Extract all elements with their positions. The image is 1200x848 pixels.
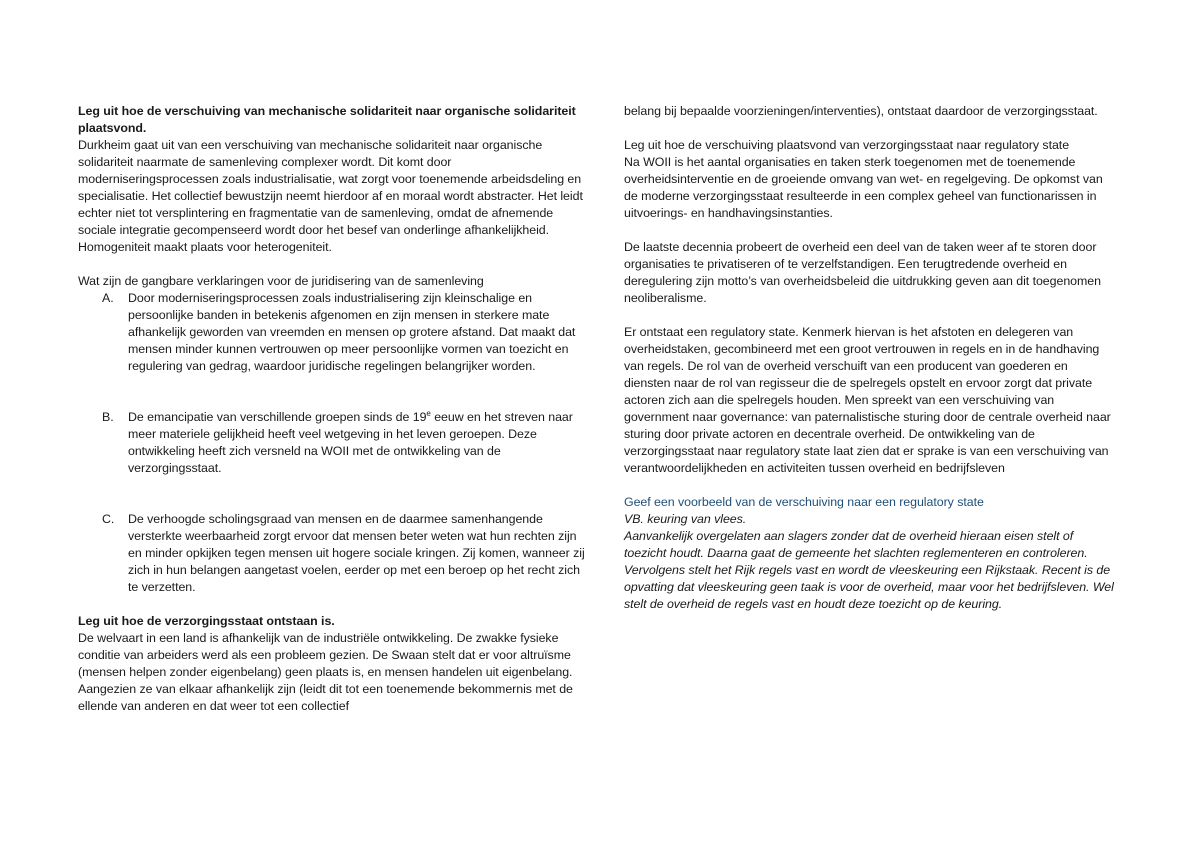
- list-item-text: Door moderniseringsprocessen zoals industrialisering zijn kleinschalige en persoonlijke banden in betekenis afgenomen en zijn mensen in sterkere mate afhankelijk geworden van vreemden en mensen op grotere afstand. Dat maakt dat mensen minder kunnen vertrouwen op meer persoonlijke vormen van toezicht en regulering van gedrag, waardoor juridische regelingen belangrijker worden.: [128, 291, 576, 373]
- list-item-text-continued: eeuw en het streven naar meer materiele gelijkheid heeft veel wetgeving in het leven geroepen. Deze ontwikkeling heeft zich versneld na WOII met de ontwikkeling van de verzorgingsstaat.: [128, 410, 573, 475]
- spacer: [78, 375, 586, 409]
- superscript: e: [426, 408, 431, 418]
- spacer: [624, 120, 1116, 137]
- question-verzorgingsstaat: Leg uit hoe de verzorgingsstaat ontstaan is.: [78, 614, 335, 628]
- list-item-a: [78, 290, 586, 375]
- list-marker: C.: [102, 512, 115, 526]
- list-item-c: [78, 511, 586, 596]
- list-marker: B.: [102, 410, 114, 424]
- spacer: [78, 477, 586, 511]
- example-title: VB. keuring van vlees.: [624, 512, 747, 526]
- list-marker: A.: [102, 291, 114, 305]
- answer-mechanische-solidariteit: Durkheim gaat uit van een verschuiving van mechanische solidariteit naar organische solidariteit naarmate de samenleving complexer wordt. Dit komt door moderniseringsprocessen zoals industrialisatie, wat zorgt voor toenemende arbeidsdeling en specialisatie. Het collectief bewustzijn neemt hierdoor af en moraal wordt abstracter. Het leidt echter niet tot versplintering en fragmentatie van de samenleving, omdat de afnemende sociale integratie gecompenseerd wordt door het besef van onderlinge afhankelijkheid. Homogeniteit maakt plaats voor heterogeniteit.: [78, 138, 583, 254]
- spacer: [78, 596, 586, 613]
- spacer: [624, 477, 1116, 494]
- list-item-b: [78, 409, 586, 477]
- spacer: [624, 222, 1116, 239]
- spacer: [78, 256, 586, 273]
- explanations-list: [78, 290, 586, 596]
- left-column: [78, 103, 586, 715]
- question-regulatory-state: Leg uit hoe de verschuiving plaatsvond van verzorgingsstaat naar regulatory state: [624, 138, 1070, 152]
- list-item-text: De verhoogde scholingsgraad van mensen en de daarmee samenhangende versterkte weerbaarheid zorgt ervoor dat mensen beter weten wat hun rechten zijn en minder opkijken tegen mensen uit hogere sociale kringen. Zij komen, wanneer zij zich in hun belangen aangetast voelen, eerder op met een beroep op het recht zich te verzetten.: [128, 512, 585, 594]
- answer-verzorgingsstaat: De welvaart in een land is afhankelijk van de industriële ontwikkeling. De zwakke fysieke conditie van arbeiders werd als een probleem gezien. De Swaan stelt dat er voor altruïsme (mensen helpen zonder eigenbelang) geen plaats is, en mensen handelen uit eigenbelang. Aangezien ze van elkaar afhankelijk zijn (leidt dit tot een toenemende bekommernis met de ellende van anderen en dat weer tot een collectief: [78, 631, 573, 713]
- right-column: [624, 103, 1116, 613]
- spacer: [624, 307, 1116, 324]
- list-item-text: De emancipatie van verschillende groepen sinds de 19: [128, 410, 427, 424]
- example-text: Aanvankelijk overgelaten aan slagers zonder dat de overheid hieraan eisen stelt of toezicht houdt. Daarna gaat de gemeente het slachten reglementeren en controleren. Vervolgens stelt het Rijk regels vast en wordt de vleeskeuring een Rijkstaak. Recent is de opvatting dat vleeskeuring geen taak is voor de overheid, maar voor het bedrijfsleven. Wel stelt de overheid de regels vast en houdt deze toezicht op de keuring.: [624, 529, 1114, 611]
- answer-regulatory-state: Na WOII is het aantal organisaties en taken sterk toegenomen met de toenemende overheidsinterventie en de groeiende omvang van wet- en regelgeving. De opkomst van de moderne verzorgingsstaat resulteerde in een complex geheel van functionarissen in uitvoerings- en handhavingsinstanties.: [624, 155, 1103, 220]
- question-voorbeeld: Geef een voorbeeld van de verschuiving naar een regulatory state: [624, 495, 984, 509]
- answer-verzorgingsstaat-continued: belang bij bepaalde voorzieningen/interventies), ontstaat daardoor de verzorgingsstaat.: [624, 104, 1098, 118]
- question-mechanische-solidariteit: Leg uit hoe de verschuiving van mechanische solidariteit naar organische solidariteit plaatsvond.: [78, 104, 576, 135]
- question-juridisering: Wat zijn de gangbare verklaringen voor de juridisering van de samenleving: [78, 274, 484, 288]
- paragraph-neoliberalisme: De laatste decennia probeert de overheid een deel van de taken weer af te storen door organisaties te privatiseren of te verzelfstandigen. Een terugtredende overheid en deregulering zijn motto’s van overheidsbeleid die uitdrukking geven aan dit toegenomen neoliberalisme.: [624, 240, 1101, 305]
- paragraph-regulatory-state: Er ontstaat een regulatory state. Kenmerk hiervan is het afstoten en delegeren van overheidstaken, gecombineerd met een groot vertrouwen in regels en in de handhaving van regels. De rol van de overheid verschuift van een producent van goederen en diensten naar de rol van regisseur die de spelregels opstelt en ervoor zorgt dat private actoren zich aan die spelregels houden. Men spreekt van een verschuiving van government naar governance: van paternalistische sturing door de centrale overheid naar sturing door private actoren en decentrale overheid. De ontwikkeling van de verzorgingsstaat naar regulatory state laat zien dat er sprake is van een verschuiving van verantwoordelijkheden en activiteiten tussen overheid en bedrijfsleven: [624, 325, 1111, 475]
